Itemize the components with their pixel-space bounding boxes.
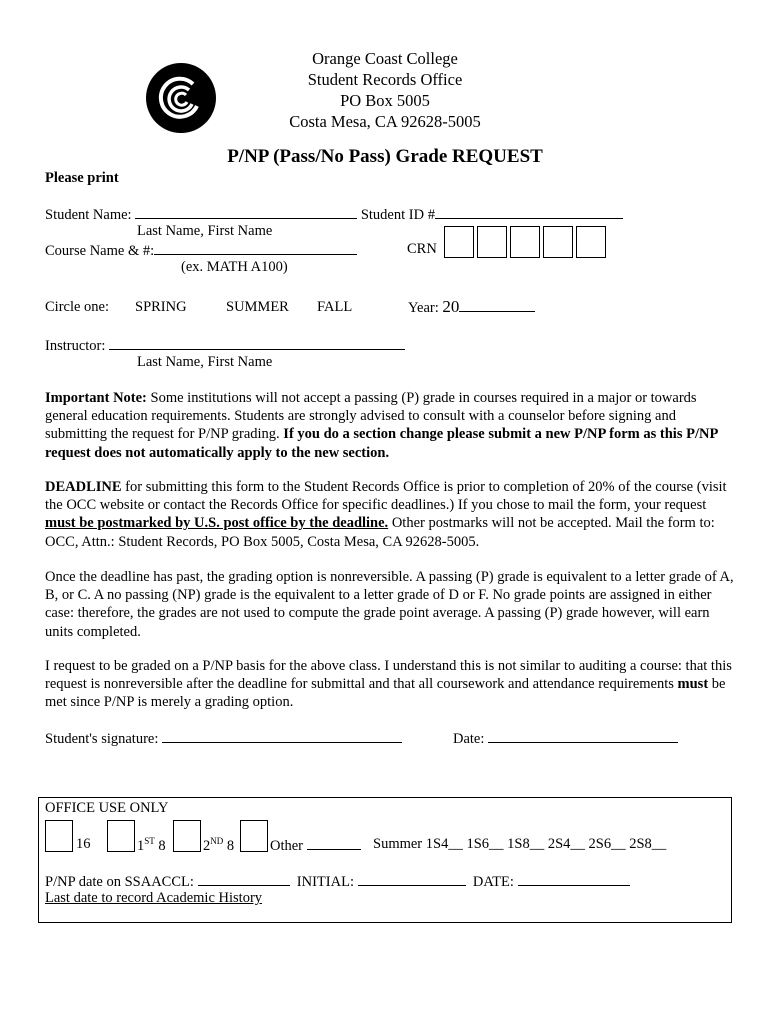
term-fall[interactable]: FALL [317, 299, 353, 315]
option-2nd-num: 2 [203, 837, 211, 854]
course-hint: (ex. MATH A100) [181, 259, 288, 275]
initial-field[interactable] [358, 872, 466, 886]
option-1st-sup: ST [144, 836, 155, 846]
instructor-label: Instructor: [45, 338, 106, 354]
note-text: Some institutions will not accept a passing (P) grade in courses required in a major or towards general education requirements. Students are strongly advised to consult with a counselor before signing and submitting the request for P/NP grading. [45, 390, 697, 443]
request-text-1: I request to be graded on a P/NP basis for the above class. I understand this is not similar to auditing a course: that this request is nonreversible after the deadline for submittal and that all coursework and attendance requirements [45, 658, 732, 693]
signature-field[interactable] [162, 729, 402, 743]
office-title: OFFICE USE ONLY [45, 800, 169, 816]
office-name: Student Records Office [307, 70, 463, 89]
crn-label: CRN [407, 241, 437, 257]
option-1st-box[interactable] [107, 820, 135, 852]
year-row [408, 297, 535, 317]
crn-box-2[interactable] [477, 226, 507, 258]
deadline-bold: DEADLINE [45, 479, 122, 495]
option-1st-label [137, 836, 166, 855]
pnp-date-row [45, 872, 630, 891]
office-date-field[interactable] [518, 872, 630, 886]
course-field[interactable] [154, 241, 357, 255]
nonreversible-text: Once the deadline has past, the grading option is nonreversible. A passing (P) grade is equivalent to a letter grade of A, B, or C. A no passing (NP) grade is the equivalent to a letter grade of D or F. No grade points are assigned in either case: therefore, the grades are not used to compute the grade point average. A passing (P) grade however, will earn units completed. [45, 569, 734, 640]
option-16-box[interactable] [45, 820, 73, 852]
term-spring[interactable]: SPRING [135, 299, 187, 315]
summer-sessions: Summer 1S4__ 1S6__ 1S8__ 2S4__ 2S6__ 2S8__ [373, 836, 667, 852]
college-name: Orange Coast College [312, 49, 458, 68]
city-state-zip: Costa Mesa, CA 92628-5005 [289, 112, 481, 131]
request-paragraph [45, 657, 735, 712]
year-prefix: 20 [442, 297, 460, 316]
option-1st-weeks: 8 [154, 837, 166, 854]
crn-box-4[interactable] [543, 226, 573, 258]
date-label: Date: [453, 731, 485, 747]
date-row [453, 729, 678, 748]
crn-box-3[interactable] [510, 226, 540, 258]
student-name-label: Student Name: [45, 207, 132, 223]
student-id-field[interactable] [435, 205, 623, 219]
year-label: Year: [408, 300, 439, 316]
pnp-date-label: P/NP date on SSAACCL: [45, 874, 194, 890]
request-bold: must [677, 676, 709, 693]
option-1st-num: 1 [137, 837, 145, 854]
crn-box-1[interactable] [444, 226, 474, 258]
course-label: Course Name & #: [45, 243, 155, 259]
occ-swirl-logo-icon [145, 62, 217, 134]
student-name-row [45, 205, 623, 224]
office-use-box [38, 797, 732, 923]
circle-one-label: Circle one: [45, 299, 110, 315]
initial-label: INITIAL: [296, 874, 354, 890]
term-summer[interactable]: SUMMER [226, 299, 289, 315]
deadline-text-2: Other postmarks will not be accepted. Mail the form to: OCC, Attn.: Student Records, PO Box 5005, Costa Mesa, CA 92628-5005. [45, 515, 715, 550]
crn-box-5[interactable] [576, 226, 606, 258]
option-2nd-box[interactable] [173, 820, 201, 852]
option-2nd-label [203, 836, 234, 855]
option-other-box[interactable] [240, 820, 268, 852]
header-address [250, 48, 520, 132]
course-row [45, 241, 357, 260]
deadline-postmark: must be postmarked by U.S. post office by the deadline. [45, 515, 389, 532]
student-name-hint: Last Name, First Name [137, 223, 273, 239]
nonreversible-paragraph [45, 568, 735, 641]
note-bold-2: If you do a section change please submit a new P/NP form as this P/NP request does not automatically apply to the new section. [45, 426, 718, 461]
occ-logo [145, 62, 217, 139]
year-field[interactable] [459, 298, 535, 312]
option-2nd-weeks: 8 [223, 837, 235, 854]
student-id-label: Student ID # [360, 207, 435, 223]
last-date-record: Last date to record Academic History [45, 890, 263, 906]
deadline-text-1: for submitting this form to the Student Records Office is prior to completion of 20% of the course (visit the OCC website or contact the Records Office for specific deadlines.) If you chose to mail the form, your request [45, 479, 727, 514]
office-date-label: DATE: [472, 874, 514, 890]
important-note [45, 389, 735, 462]
page-title: P/NP (Pass/No Pass) Grade REQUEST [227, 146, 543, 167]
deadline-paragraph [45, 478, 735, 551]
po-box: PO Box 5005 [340, 91, 430, 110]
option-other-row [270, 836, 361, 855]
option-other-label: Other [270, 838, 304, 854]
instructor-row [45, 336, 405, 355]
please-print: Please print [45, 170, 119, 186]
signature-label: Student's signature: [45, 731, 159, 747]
request-text-2: be met since P/NP is merely a grading option. [45, 676, 726, 711]
date-field[interactable] [488, 729, 678, 743]
option-16-label: 16 [76, 836, 91, 852]
note-bold: Important Note: [45, 390, 147, 406]
signature-row [45, 729, 402, 748]
option-other-field[interactable] [307, 836, 361, 850]
option-2nd-sup: ND [210, 836, 224, 846]
instructor-hint: Last Name, First Name [137, 354, 273, 370]
instructor-field[interactable] [109, 336, 405, 350]
student-name-field[interactable] [135, 205, 357, 219]
pnp-date-field[interactable] [198, 872, 290, 886]
